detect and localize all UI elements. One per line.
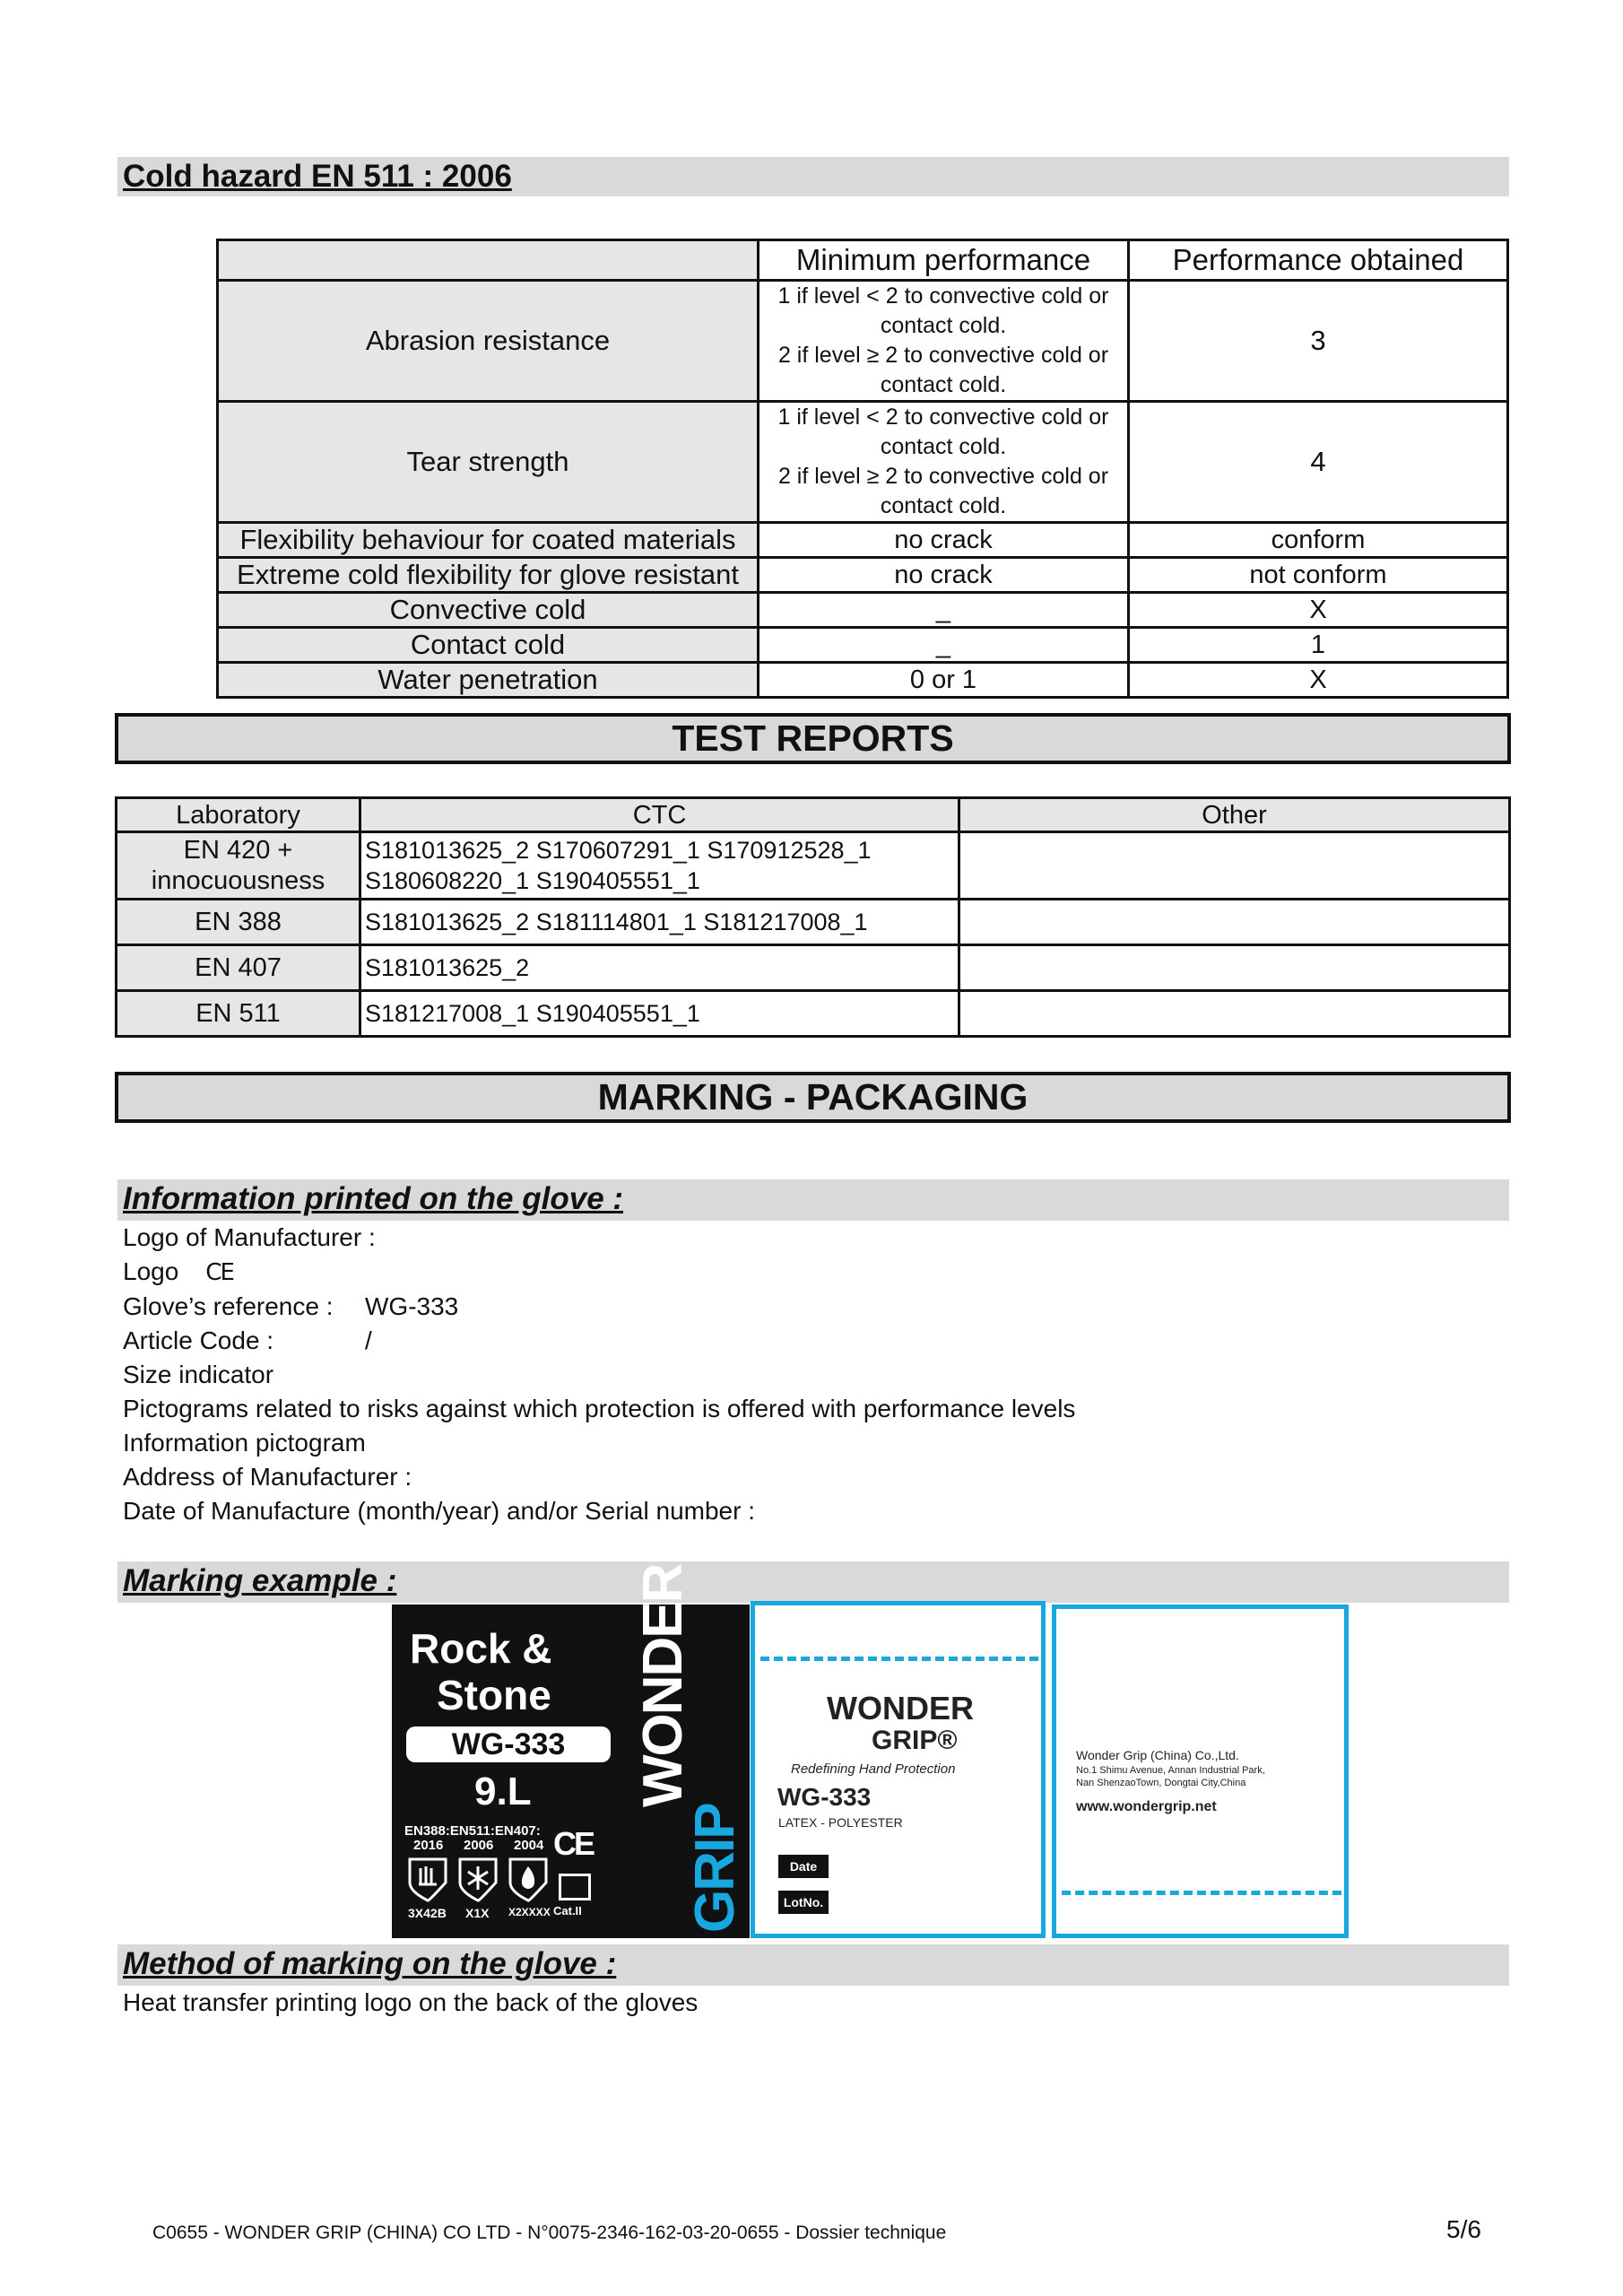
row-obtained: 3 xyxy=(1129,281,1508,402)
marking-example-header-bar xyxy=(117,1561,1509,1603)
date-box: Date xyxy=(778,1855,829,1878)
ctc-cell: S181217008_1 S190405551_1 xyxy=(360,991,959,1037)
cyan-label-address xyxy=(1052,1605,1349,1938)
marking-packaging-heading: MARKING - PACKAGING xyxy=(115,1072,1511,1123)
cyan-label-brand xyxy=(751,1601,1046,1938)
snowflake-shield-icon xyxy=(456,1856,499,1902)
company-website: www.wondergrip.net xyxy=(1076,1799,1217,1814)
info-line-reference xyxy=(123,1290,1504,1324)
minimum-line: contact cold. xyxy=(880,493,1007,518)
lab-cell: EN 407 xyxy=(117,945,360,991)
info-book-icon xyxy=(559,1874,591,1900)
info-printed-title: Information printed on the glove : xyxy=(123,1181,624,1216)
other-cell xyxy=(959,900,1510,945)
info-line-date xyxy=(123,1494,1504,1528)
test-reports-table xyxy=(115,796,1511,1038)
label-cat: Cat.II xyxy=(553,1904,582,1918)
label-code: X2XXXX xyxy=(508,1906,551,1918)
label-standards: EN388:EN511:EN407: xyxy=(404,1823,541,1839)
lab-header: Laboratory xyxy=(117,798,360,832)
info-line-size xyxy=(123,1358,1504,1392)
ctc-cell: S181013625_2 xyxy=(360,945,959,991)
row-minimum: _ xyxy=(759,628,1129,663)
cyan-material: LATEX - POLYESTER xyxy=(778,1815,903,1830)
company-address-2: Nan ShenzaoTown, Dongtai City,China xyxy=(1076,1778,1246,1788)
row-obtained: 1 xyxy=(1129,628,1508,663)
other-header: Other xyxy=(959,798,1510,832)
label-code: 3X42B xyxy=(408,1906,447,1920)
hand-shield-icon xyxy=(406,1856,449,1902)
info-label: Size indicator xyxy=(123,1361,274,1388)
company-name: Wonder Grip (China) Co.,Ltd. xyxy=(1076,1748,1239,1762)
info-value: / xyxy=(365,1326,372,1354)
row-obtained: X xyxy=(1129,663,1508,698)
label-name-line1: Rock & xyxy=(410,1625,552,1672)
info-label: Information pictogram xyxy=(123,1429,366,1457)
ce-mark-icon: CE xyxy=(205,1259,233,1286)
company-address-1: No.1 Shimu Avenue, Annan Industrial Park, xyxy=(1076,1765,1265,1776)
lab-cell: EN 388 xyxy=(117,900,360,945)
brand-wonder: WONDER xyxy=(827,1690,974,1726)
info-line-logo-manufacturer xyxy=(123,1221,1504,1255)
row-test-name: Extreme cold flexibility for glove resistant xyxy=(218,558,759,593)
row-test-name: Tear strength xyxy=(218,402,759,523)
info-label: Logo xyxy=(123,1257,179,1285)
info-label: Logo of Manufacturer : xyxy=(123,1223,376,1251)
info-line-logo xyxy=(123,1255,1504,1290)
brand-grip: GRIP® xyxy=(872,1726,958,1755)
method-marking-title: Method of marking on the glove : xyxy=(123,1946,617,1981)
cyan-ref: WG-333 xyxy=(777,1783,872,1811)
info-label: Date of Manufacture (month/year) and/or Serial number : xyxy=(123,1497,756,1525)
lab-cell xyxy=(117,832,360,900)
cold-hazard-title: Cold hazard EN 511 : 2006 xyxy=(123,159,512,194)
test-reports-heading: TEST REPORTS xyxy=(115,713,1511,764)
brand-vertical-wonder: WONDER xyxy=(632,1564,694,1807)
info-value: WG-333 xyxy=(365,1292,459,1320)
other-cell xyxy=(959,945,1510,991)
footer-text: C0655 - WONDER GRIP (CHINA) CO LTD - N°0075-2346-162-03-20-0655 - Dossier technique xyxy=(152,2222,947,2243)
lot-box: LotNo. xyxy=(778,1891,829,1914)
method-marking-text: Heat transfer printing logo on the back of the gloves xyxy=(123,1988,699,2016)
dashed-line-bottom xyxy=(1062,1891,1341,1895)
info-line-address xyxy=(123,1460,1504,1494)
method-marking-header-bar xyxy=(117,1944,1509,1986)
minimum-line: contact cold. xyxy=(880,434,1007,459)
label-year: 2004 xyxy=(514,1838,544,1853)
info-label: Glove’s reference : xyxy=(123,1292,334,1320)
other-cell xyxy=(959,991,1510,1037)
minimum-line: 1 if level < 2 to convective cold or xyxy=(777,404,1109,430)
cold-hazard-table xyxy=(216,239,1509,699)
label-ref-pill: WG-333 xyxy=(406,1726,611,1762)
row-obtained: not conform xyxy=(1129,558,1508,593)
info-label: Article Code : xyxy=(123,1326,274,1354)
ctc-header: CTC xyxy=(360,798,959,832)
brand-tagline: Redefining Hand Protection xyxy=(791,1761,956,1777)
label-name-line2: Stone xyxy=(437,1672,551,1718)
row-minimum: 0 or 1 xyxy=(759,663,1129,698)
lab-line: EN 420 + xyxy=(183,836,293,865)
lab-line: innocuousness xyxy=(151,866,325,895)
row-minimum: _ xyxy=(759,593,1129,628)
info-line-info-pictogram xyxy=(123,1426,1504,1460)
label-code: X1X xyxy=(465,1906,490,1920)
info-label: Pictograms related to risks against which protection is offered with performance levels xyxy=(123,1395,1076,1422)
row-test-name: Flexibility behaviour for coated materials xyxy=(218,523,759,558)
info-line-pictograms xyxy=(123,1392,1504,1426)
row-test-name: Water penetration xyxy=(218,663,759,698)
ctc-line: S180608220_1 S190405551_1 xyxy=(365,867,700,894)
ctc-cell: S181013625_2 S181114801_1 S181217008_1 xyxy=(360,900,959,945)
row-minimum: no crack xyxy=(759,558,1129,593)
info-printed-header-bar xyxy=(117,1179,1509,1221)
minimum-line: contact cold. xyxy=(880,372,1007,397)
minimum-line: 2 if level ≥ 2 to convective cold or xyxy=(777,464,1109,489)
info-lines xyxy=(123,1221,1504,1528)
other-cell xyxy=(959,832,1510,900)
ctc-line: S181013625_2 S170607291_1 S170912528_1 xyxy=(365,837,872,864)
row-obtained: X xyxy=(1129,593,1508,628)
marking-example-title: Marking example : xyxy=(123,1563,397,1598)
row-obtained: 4 xyxy=(1129,402,1508,523)
minimum-line: contact cold. xyxy=(880,313,1007,338)
label-size: 9.L xyxy=(474,1770,532,1813)
cold-hazard-header-bar xyxy=(117,157,1509,196)
black-label-image xyxy=(392,1564,750,1938)
ctc-cell xyxy=(360,832,959,900)
dashed-line-top xyxy=(760,1657,1038,1661)
col-minimum-header: Minimum performance xyxy=(759,240,1129,281)
row-test-name: Abrasion resistance xyxy=(218,281,759,402)
page-number: 5/6 xyxy=(1446,2215,1481,2243)
flame-shield-icon xyxy=(507,1856,550,1902)
row-minimum: no crack xyxy=(759,523,1129,558)
label-year: 2006 xyxy=(464,1838,494,1853)
ce-icon: CE xyxy=(553,1825,594,1862)
brand-vertical-grip: GRIP xyxy=(684,1804,746,1933)
row-minimum xyxy=(759,402,1129,523)
label-year: 2016 xyxy=(413,1838,444,1853)
row-minimum xyxy=(759,281,1129,402)
lab-cell: EN 511 xyxy=(117,991,360,1037)
info-line-article xyxy=(123,1324,1504,1358)
col-obtained-header: Performance obtained xyxy=(1129,240,1508,281)
info-label: Address of Manufacturer : xyxy=(123,1463,412,1491)
minimum-line: 2 if level ≥ 2 to convective cold or xyxy=(777,343,1109,368)
minimum-line: 1 if level < 2 to convective cold or xyxy=(777,283,1109,309)
row-obtained: conform xyxy=(1129,523,1508,558)
row-test-name: Convective cold xyxy=(218,593,759,628)
row-test-name: Contact cold xyxy=(218,628,759,663)
